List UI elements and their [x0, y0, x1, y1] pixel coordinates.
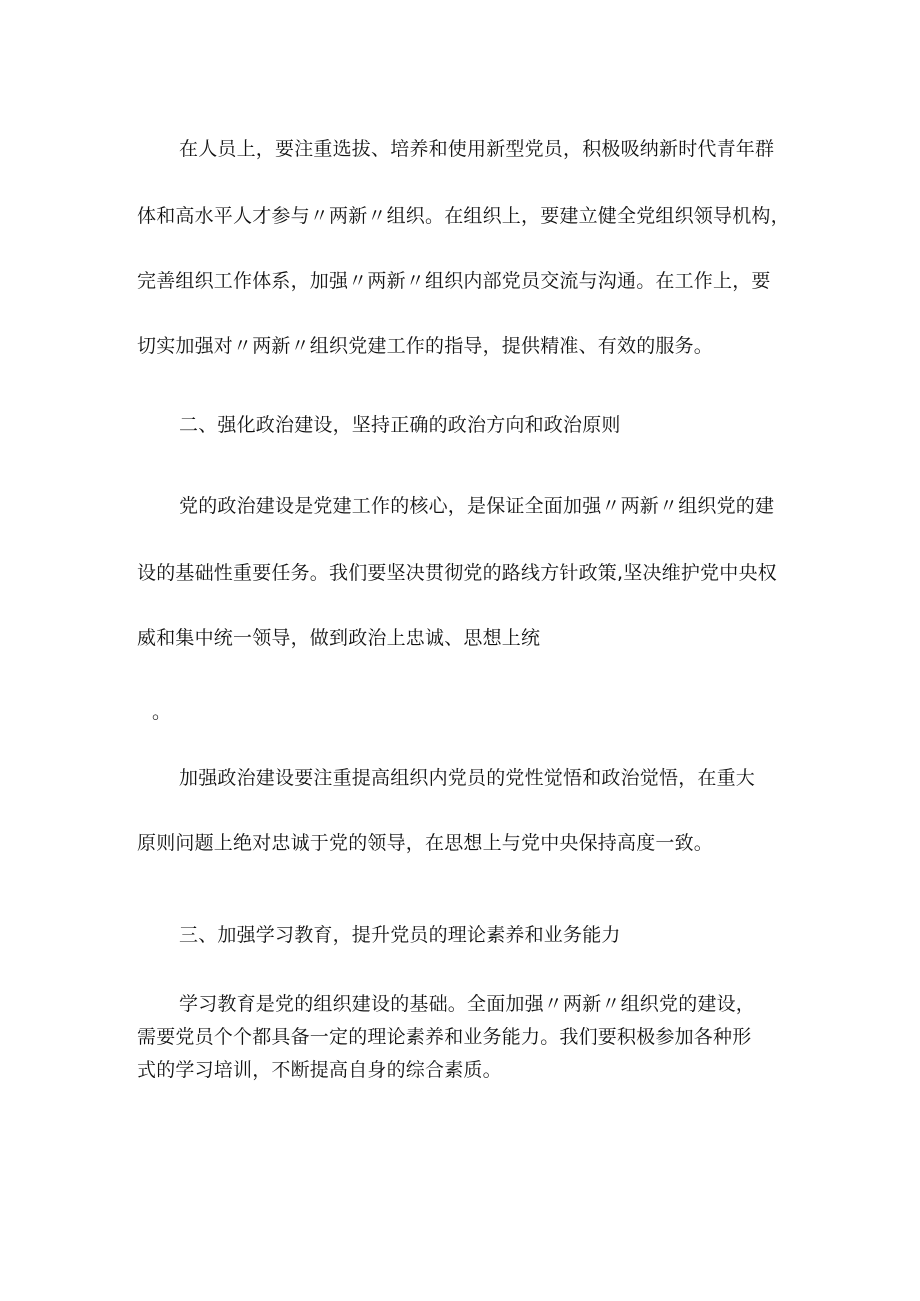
paragraph-1-line-3: 完善组织工作体系，加强〃两新〃组织内部党员交流与沟通。在工作上，要 [137, 270, 771, 292]
paragraph-1-line-2: 体和高水平人才参与〃两新〃组织。在组织上，要建立健全党组织领导机构， [137, 205, 790, 227]
paragraph-2-line-1: 党的政治建设是党建工作的核心，是保证全面加强〃两新〃组织党的建 [179, 495, 775, 517]
paragraph-3-line-2: 原则问题上绝对忠诚于党的领导，在思想上与党中央保持高度一致。 [137, 832, 714, 854]
paragraph-1-line-1: 在人员上，要注重选拔、培养和使用新型党员，积极吸纳新时代青年群 [179, 138, 775, 160]
paragraph-2-line-3: 威和集中统一领导，做到政治上忠诚、思想上统 [137, 627, 541, 649]
paragraph-3-line-1: 加强政治建设要注重提高组织内党员的党性觉悟和政治觉悟，在重大 [179, 767, 756, 789]
paragraph-1-line-4: 切实加强对〃两新〃组织党建工作的指导，提供精准、有效的服务。 [137, 335, 714, 357]
paragraph-4-line-3: 式的学习培训，不断提高自身的综合素质。 [137, 1059, 502, 1081]
paragraph-4-line-1: 学习教育是党的组织建设的基础。全面加强〃两新〃组织党的建设， [179, 993, 756, 1015]
section-heading-2: 二、强化政治建设，坚持正确的政治方向和政治原则 [179, 414, 621, 436]
paragraph-2-line-2: 设的基础性重要任务。我们要坚决贯彻党的路线方针政策,坚决维护党中央权 [137, 562, 777, 584]
paragraph-2-line-4: 。 [152, 701, 172, 723]
section-heading-3: 三、加强学习教育，提升党员的理论素养和业务能力 [179, 924, 621, 946]
paragraph-4-line-2: 需要党员个个都具备一定的理论素养和业务能力。我们要积极参加各种形 [137, 1026, 752, 1048]
